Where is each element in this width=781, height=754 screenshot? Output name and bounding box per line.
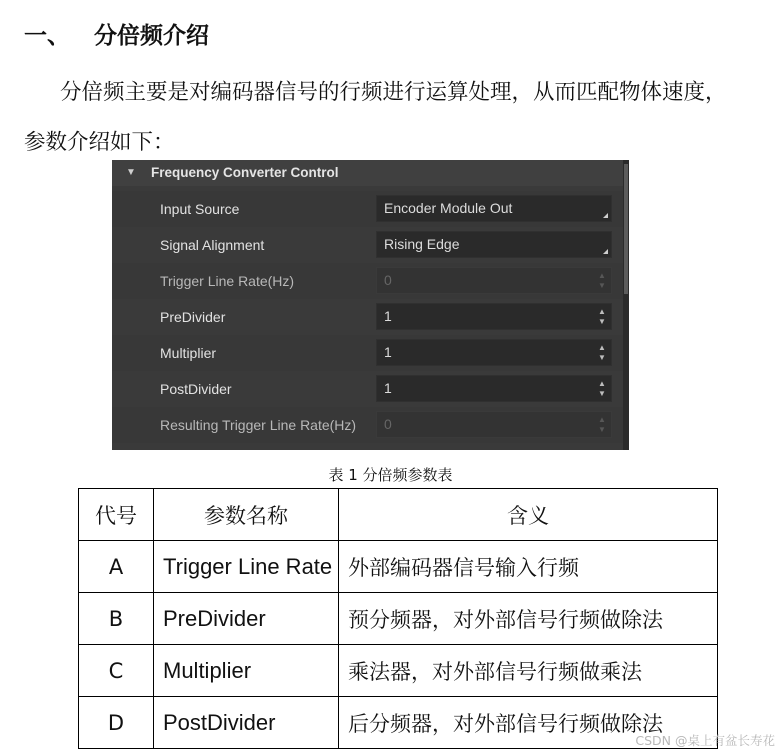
param-row-trigger-line-rate <box>112 263 623 299</box>
input-value: 1 <box>384 380 392 396</box>
param-row-predivider <box>112 299 623 335</box>
param-label: Multiplier <box>160 345 217 361</box>
cell-code: C <box>79 645 154 697</box>
param-label: PostDivider <box>160 381 232 397</box>
param-row-signal-alignment <box>112 227 623 263</box>
param-row-postdivider <box>112 371 623 407</box>
param-row-multiplier <box>112 335 623 371</box>
section-heading <box>24 18 209 54</box>
dropdown-corner-icon <box>603 249 608 254</box>
spinner-arrows-icon: ▲ ▼ <box>598 271 606 290</box>
trigger-line-rate-input <box>376 267 612 294</box>
parameter-table <box>78 488 718 749</box>
spinner-arrows-icon[interactable]: ▲ ▼ <box>598 307 606 326</box>
param-label: Signal Alignment <box>160 237 265 253</box>
table-row <box>79 645 718 697</box>
table-row <box>79 541 718 593</box>
cell-meaning: 后分频器，对外部信号行频做除法 <box>339 697 718 749</box>
param-label: Input Source <box>160 201 240 217</box>
spinner-arrows-icon: ▲ ▼ <box>598 415 606 434</box>
cell-parameter-name: PreDivider <box>154 593 339 645</box>
input-value: 1 <box>384 344 392 360</box>
cell-parameter-name: Multiplier <box>154 645 339 697</box>
param-label: Trigger Line Rate(Hz) <box>160 273 295 289</box>
table-header-row <box>79 489 718 541</box>
header-code: 代号 <box>79 489 154 541</box>
csdn-watermark: CSDN @桌上有盆长寿花 <box>635 733 775 748</box>
table-caption: 表 1 分倍频参数表 <box>328 466 453 484</box>
param-label: Resulting Trigger Line Rate(Hz) <box>160 417 357 433</box>
input-source-dropdown[interactable] <box>376 195 612 222</box>
resulting-trigger-line-rate-input <box>376 411 612 438</box>
cell-meaning: 预分频器，对外部信号行频做除法 <box>339 593 718 645</box>
spinner-arrows-icon[interactable]: ▲ ▼ <box>598 343 606 362</box>
panel-title: Frequency Converter Control <box>151 165 339 180</box>
dropdown-value: Rising Edge <box>384 236 460 252</box>
section-number: 一、 <box>24 23 70 49</box>
table-row <box>79 593 718 645</box>
spinner-arrows-icon[interactable]: ▲ ▼ <box>598 379 606 398</box>
table-row <box>79 697 718 749</box>
cell-code: D <box>79 697 154 749</box>
scrollbar-thumb[interactable] <box>624 164 628 294</box>
frequency-converter-panel <box>112 160 629 450</box>
param-row-resulting-trigger-line-rate <box>112 407 623 443</box>
cell-parameter-name: PostDivider <box>154 697 339 749</box>
cell-meaning: 乘法器，对外部信号行频做乘法 <box>339 645 718 697</box>
panel-header[interactable] <box>112 160 623 186</box>
cell-parameter-name: Trigger Line Rate <box>154 541 339 593</box>
predivider-input[interactable] <box>376 303 612 330</box>
input-value: 0 <box>384 272 392 288</box>
panel-scrollbar[interactable] <box>623 160 629 450</box>
postdivider-input[interactable] <box>376 375 612 402</box>
intro-paragraph <box>24 68 744 168</box>
cell-code: B <box>79 593 154 645</box>
dropdown-value: Encoder Module Out <box>384 200 513 216</box>
input-value: 0 <box>384 416 392 432</box>
section-title: 分倍频介绍 <box>94 23 209 49</box>
header-parameter-name: 参数名称 <box>154 489 339 541</box>
chevron-down-icon[interactable]: ▼ <box>126 167 136 178</box>
param-label: PreDivider <box>160 309 226 325</box>
multiplier-input[interactable] <box>376 339 612 366</box>
cell-code: A <box>79 541 154 593</box>
dropdown-corner-icon <box>603 213 608 218</box>
intro-text: 分倍频主要是对编码器信号的行频进行运算处理，从而匹配物体速度，参数介绍如下： <box>24 80 727 155</box>
param-row-input-source <box>112 191 623 227</box>
cell-meaning: 外部编码器信号输入行频 <box>339 541 718 593</box>
signal-alignment-dropdown[interactable] <box>376 231 612 258</box>
input-value: 1 <box>384 308 392 324</box>
header-meaning: 含义 <box>339 489 718 541</box>
